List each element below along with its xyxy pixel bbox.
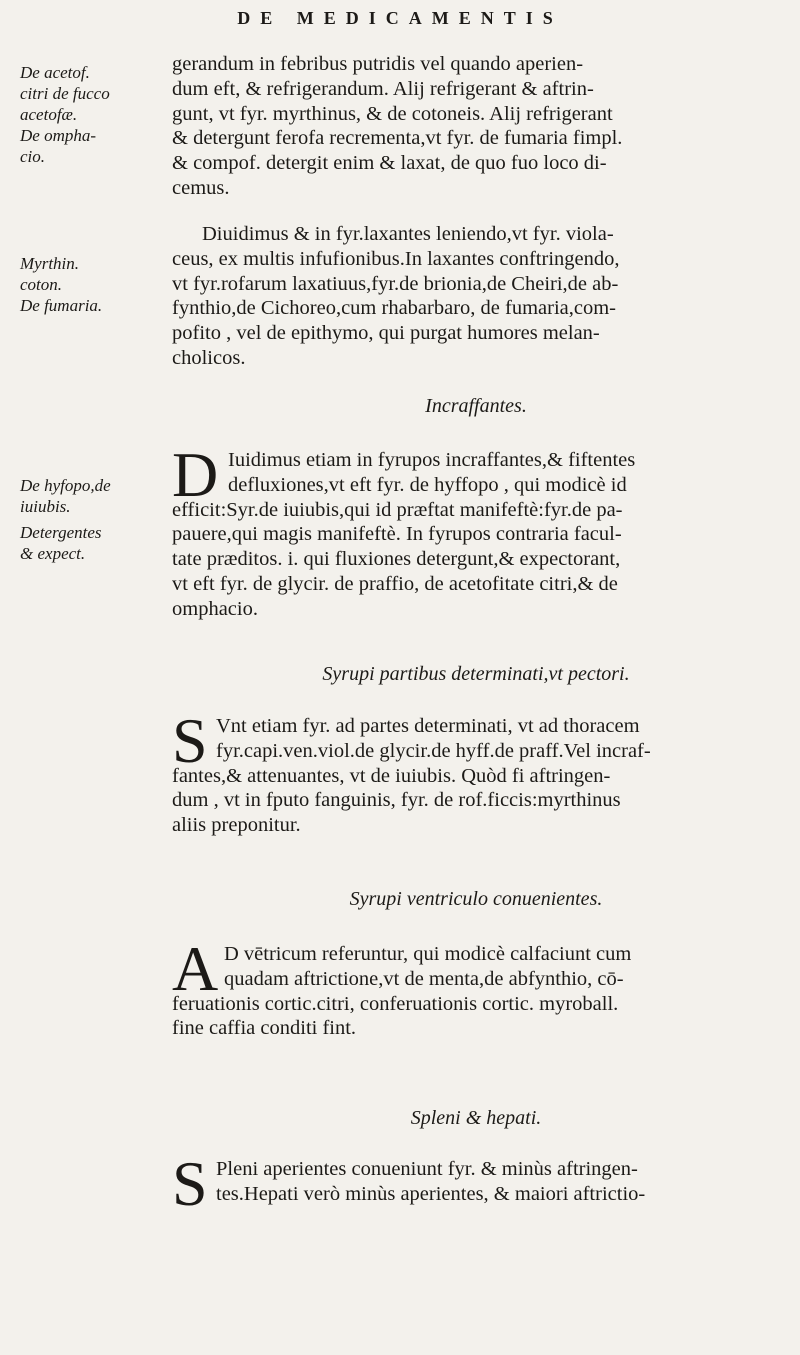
text-line: dum eft, & refrigerandum. Alij refrigerant & aftrin- [172,77,594,100]
text-line: pofito , vel de epithymo, qui purgat humores melan- [172,322,600,345]
text-line: Pleni aperientes conueniunt fyr. & minùs aftringen- [216,1158,638,1180]
margin-note-acetosa [20,62,170,167]
text-line: fyr.capi.ven.viol.de glycir.de hyff.de praff.Vel incraf- [216,739,651,762]
text-line: aliis preponitur. [172,814,301,837]
text-line: Diuidimus & in fyr.laxantes leniendo,vt fyr. viola- [202,223,614,245]
heading-spleni: Spleni & hepati. [410,1107,542,1129]
text-line: tate præditos. i. qui fluxiones detergunt,& expectorant, [172,548,621,571]
text-line: dum , vt in fputo fanguinis, fyr. de rof.ficcis:myrthinus [172,789,621,812]
margin-line: Myrthin. [20,254,80,273]
text-line: & detergunt ferofa recrementa,vt fyr. de fumaria fimpl. [172,127,623,150]
heading-pectori: Syrupi partibus determinati,vt pectori. [322,663,630,685]
paragraph-2 [172,222,780,371]
margin-line: acetofæ. [20,105,78,124]
margin-note-hyssopo [20,475,170,517]
section-incrassantes [172,439,780,622]
section-ventriculo [172,933,780,1041]
text-line: quadam aftrictione,vt de menta,de abfynthio, cō- [224,967,624,990]
text-line: cemus. [172,176,230,199]
text-line: fine caffia conditi fint. [172,1017,357,1040]
text-line: fynthio,de Cichoreo,cum rhabarbaro, de fumaria,com- [172,297,616,320]
text-line: ceus, ex multis infufionibus.In laxantes conftringendo, [172,247,620,270]
text-line: & compof. detergit enim & laxat, de quo fuo loco di- [172,152,607,175]
text-line: vt eft fyr. de glycir. de praffio, de acetofitate citri,& de [172,572,618,595]
margin-line: iuiubis. [20,497,71,516]
text-line: feruationis cortic.citri, conferuationis cortic. myroball. [172,992,619,1015]
text-line: defluxiones,vt eft fyr. de hyffopo , qui modicè id [228,473,627,496]
margin-line: & expect. [20,544,86,563]
section-pectori [172,705,780,838]
heading-incrassantes: Incraffantes. [425,395,527,417]
margin-note-detergentes [20,522,170,564]
text-line: fantes,& attenuantes, vt de iuiubis. Quòd fi aftringen- [172,764,611,787]
margin-line: De ompha- [20,126,97,145]
drop-cap: S [172,705,208,776]
text-line: Iuidimus etiam in fyrupos incraffantes,& fiftentes [228,449,636,471]
text-line: vt fyr.rofarum laxatiuus,fyr.de brionia,de Cheiri,de ab- [172,272,619,295]
margin-line: Detergentes [20,523,102,542]
drop-cap: A [172,933,219,1004]
margin-line: De fumaria. [20,296,103,315]
section-spleni [172,1148,780,1219]
paragraph-1 [172,52,780,201]
text-line: Vnt etiam fyr. ad partes determinati, vt ad thoracem [216,715,640,737]
heading-ventriculo: Syrupi ventriculo conuenientes. [349,888,603,910]
margin-line: coton. [20,275,63,294]
drop-cap: D [172,439,219,510]
text-line: cholicos. [172,346,246,369]
text-line: tes.Hepati verò minùs aperientes, & maiori aftrictio- [216,1182,646,1205]
text-line: pauere,qui magis manifeftè. In fyrupos contraria facul- [172,523,622,546]
text-line: D vētricum referuntur, qui modicè calfaciunt cum [224,943,632,965]
text-line: omphacio. [172,597,258,620]
running-head: DE MEDICAMENTIS [237,8,563,28]
margin-note-myrthin [20,253,170,316]
text-line: gerandum in febribus putridis vel quando aperien- [172,53,584,75]
margin-line: citri de fucco [20,84,110,103]
margin-line: cio. [20,147,46,166]
margin-line: De acetof. [20,63,90,82]
margin-line: De hyfopo,de [20,476,111,495]
text-line: gunt, vt fyr. myrthinus, & de cotoneis. Alij refrigerant [172,102,613,125]
text-line: efficit:Syr.de iuiubis,qui id præftat manifeftè:fyr.de pa- [172,498,623,521]
drop-cap: S [172,1148,208,1219]
